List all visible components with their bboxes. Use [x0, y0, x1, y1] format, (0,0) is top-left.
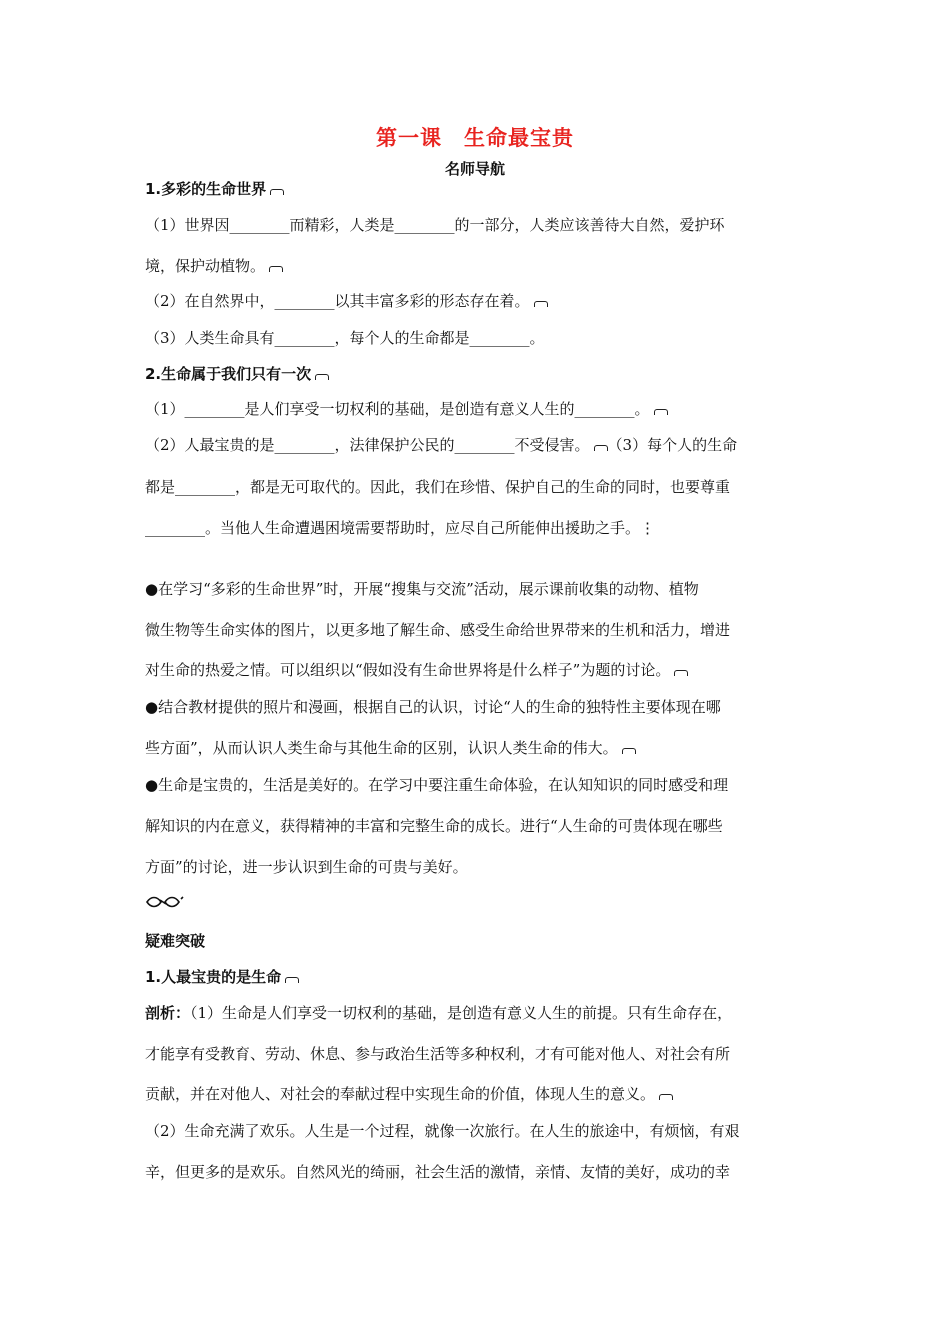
section1-heading: 1.多彩的生命世界: [145, 178, 810, 199]
bracket-mark-icon: [315, 374, 329, 380]
section2-p2: （2）人最宝贵的是________，法律保护公民的________不受侵害。 （3）每个人的生命: [145, 436, 738, 454]
analysis2-line2: 辛，但更多的是欢乐。自然风光的绮丽，社会生活的激情，亲情、友情的美好，成功的幸: [145, 1163, 731, 1181]
analysis-line2: 才能享有受教育、劳动、休息、参与政治生活等多种权利，才有可能对他人、对社会有所: [145, 1045, 731, 1063]
section2-p1: （1）________是人们享受一切权利的基础，是创造有意义人生的________。: [145, 398, 810, 419]
section2-p3-line1: 都是________，都是无可取代的。因此，我们在珍惜、保护自己的生命的同时，也要尊重: [145, 478, 731, 496]
difficulty-heading: 疑难突破: [145, 932, 206, 950]
bracket-mark-icon: [594, 445, 608, 451]
section1-p2: （2）在自然界中，________以其丰富多彩的形态存在着。: [145, 290, 810, 311]
difficulty-sub1: 1.人最宝贵的是生命: [145, 966, 810, 987]
bracket-mark-icon: [269, 266, 283, 272]
page-title: 第一课 生命最宝贵: [376, 126, 574, 150]
analysis-line1: 剖析：（1）生命是人们享受一切权利的基础，是创造有意义人生的前提。只有生命存在，: [145, 1004, 733, 1022]
analysis2-line1: （2）生命充满了欢乐。人生是一个过程，就像一次旅行。在人生的旅途中，有烦恼，有艰: [145, 1122, 740, 1140]
bullet2-line2: 些方面”，从而认识人类生命与其他生命的区别，认识人类生命的伟大。: [145, 737, 810, 758]
section1-p1-line2: 境，保护动植物。: [145, 255, 810, 276]
section2-p3-line2: ________。当他人生命遭遇困境需要帮助时，应尽自己所能伸出援助之手。⋮: [145, 519, 656, 537]
analysis-label: 剖析：: [145, 1004, 191, 1022]
bracket-mark-icon: [674, 670, 688, 676]
bullet1-line1: ●在学习“多彩的生命世界”时，开展“搜集与交流”活动，展示课前收集的动物、植物: [145, 580, 699, 598]
bracket-mark-icon: [654, 409, 668, 415]
decorative-ornament-icon: [145, 895, 185, 909]
bullet2-line1: ●结合教材提供的照片和漫画，根据自己的认识，讨论“人的生命的独特性主要体现在哪: [145, 698, 721, 716]
bullet3-line3: 方面”的讨论，进一步认识到生命的可贵与美好。: [145, 858, 468, 876]
page-subtitle: 名师导航: [444, 160, 505, 178]
bullet1-line3: 对生命的热爱之情。可以组织以“假如没有生命世界将是什么样子”为题的讨论。: [145, 659, 810, 680]
bracket-mark-icon: [285, 977, 299, 983]
section1-p3: （3）人类生命具有________，每个人的生命都是________。: [145, 329, 545, 347]
section1-p1-line1: （1）世界因________而精彩，人类是________的一部分，人类应该善待大自然，爱护环: [145, 216, 725, 234]
analysis-line3: 贡献，并在对他人、对社会的奉献过程中实现生命的价值，体现人生的意义。: [145, 1083, 810, 1104]
bracket-mark-icon: [270, 189, 284, 195]
section2-heading: 2.生命属于我们只有一次: [145, 363, 810, 384]
bracket-mark-icon: [534, 301, 548, 307]
bullet3-line2: 解知识的内在意义，获得精神的丰富和完整生命的成长。进行“人生命的可贵体现在哪些: [145, 817, 723, 835]
bullet1-line2: 微生物等生命实体的图片，以更多地了解生命、感受生命给世界带来的生机和活力，增进: [145, 621, 731, 639]
bullet3-line1: ●生命是宝贵的，生活是美好的。在学习中要注重生命体验，在认知知识的同时感受和理: [145, 776, 729, 794]
bracket-mark-icon: [622, 748, 636, 754]
bracket-mark-icon: [659, 1094, 673, 1100]
